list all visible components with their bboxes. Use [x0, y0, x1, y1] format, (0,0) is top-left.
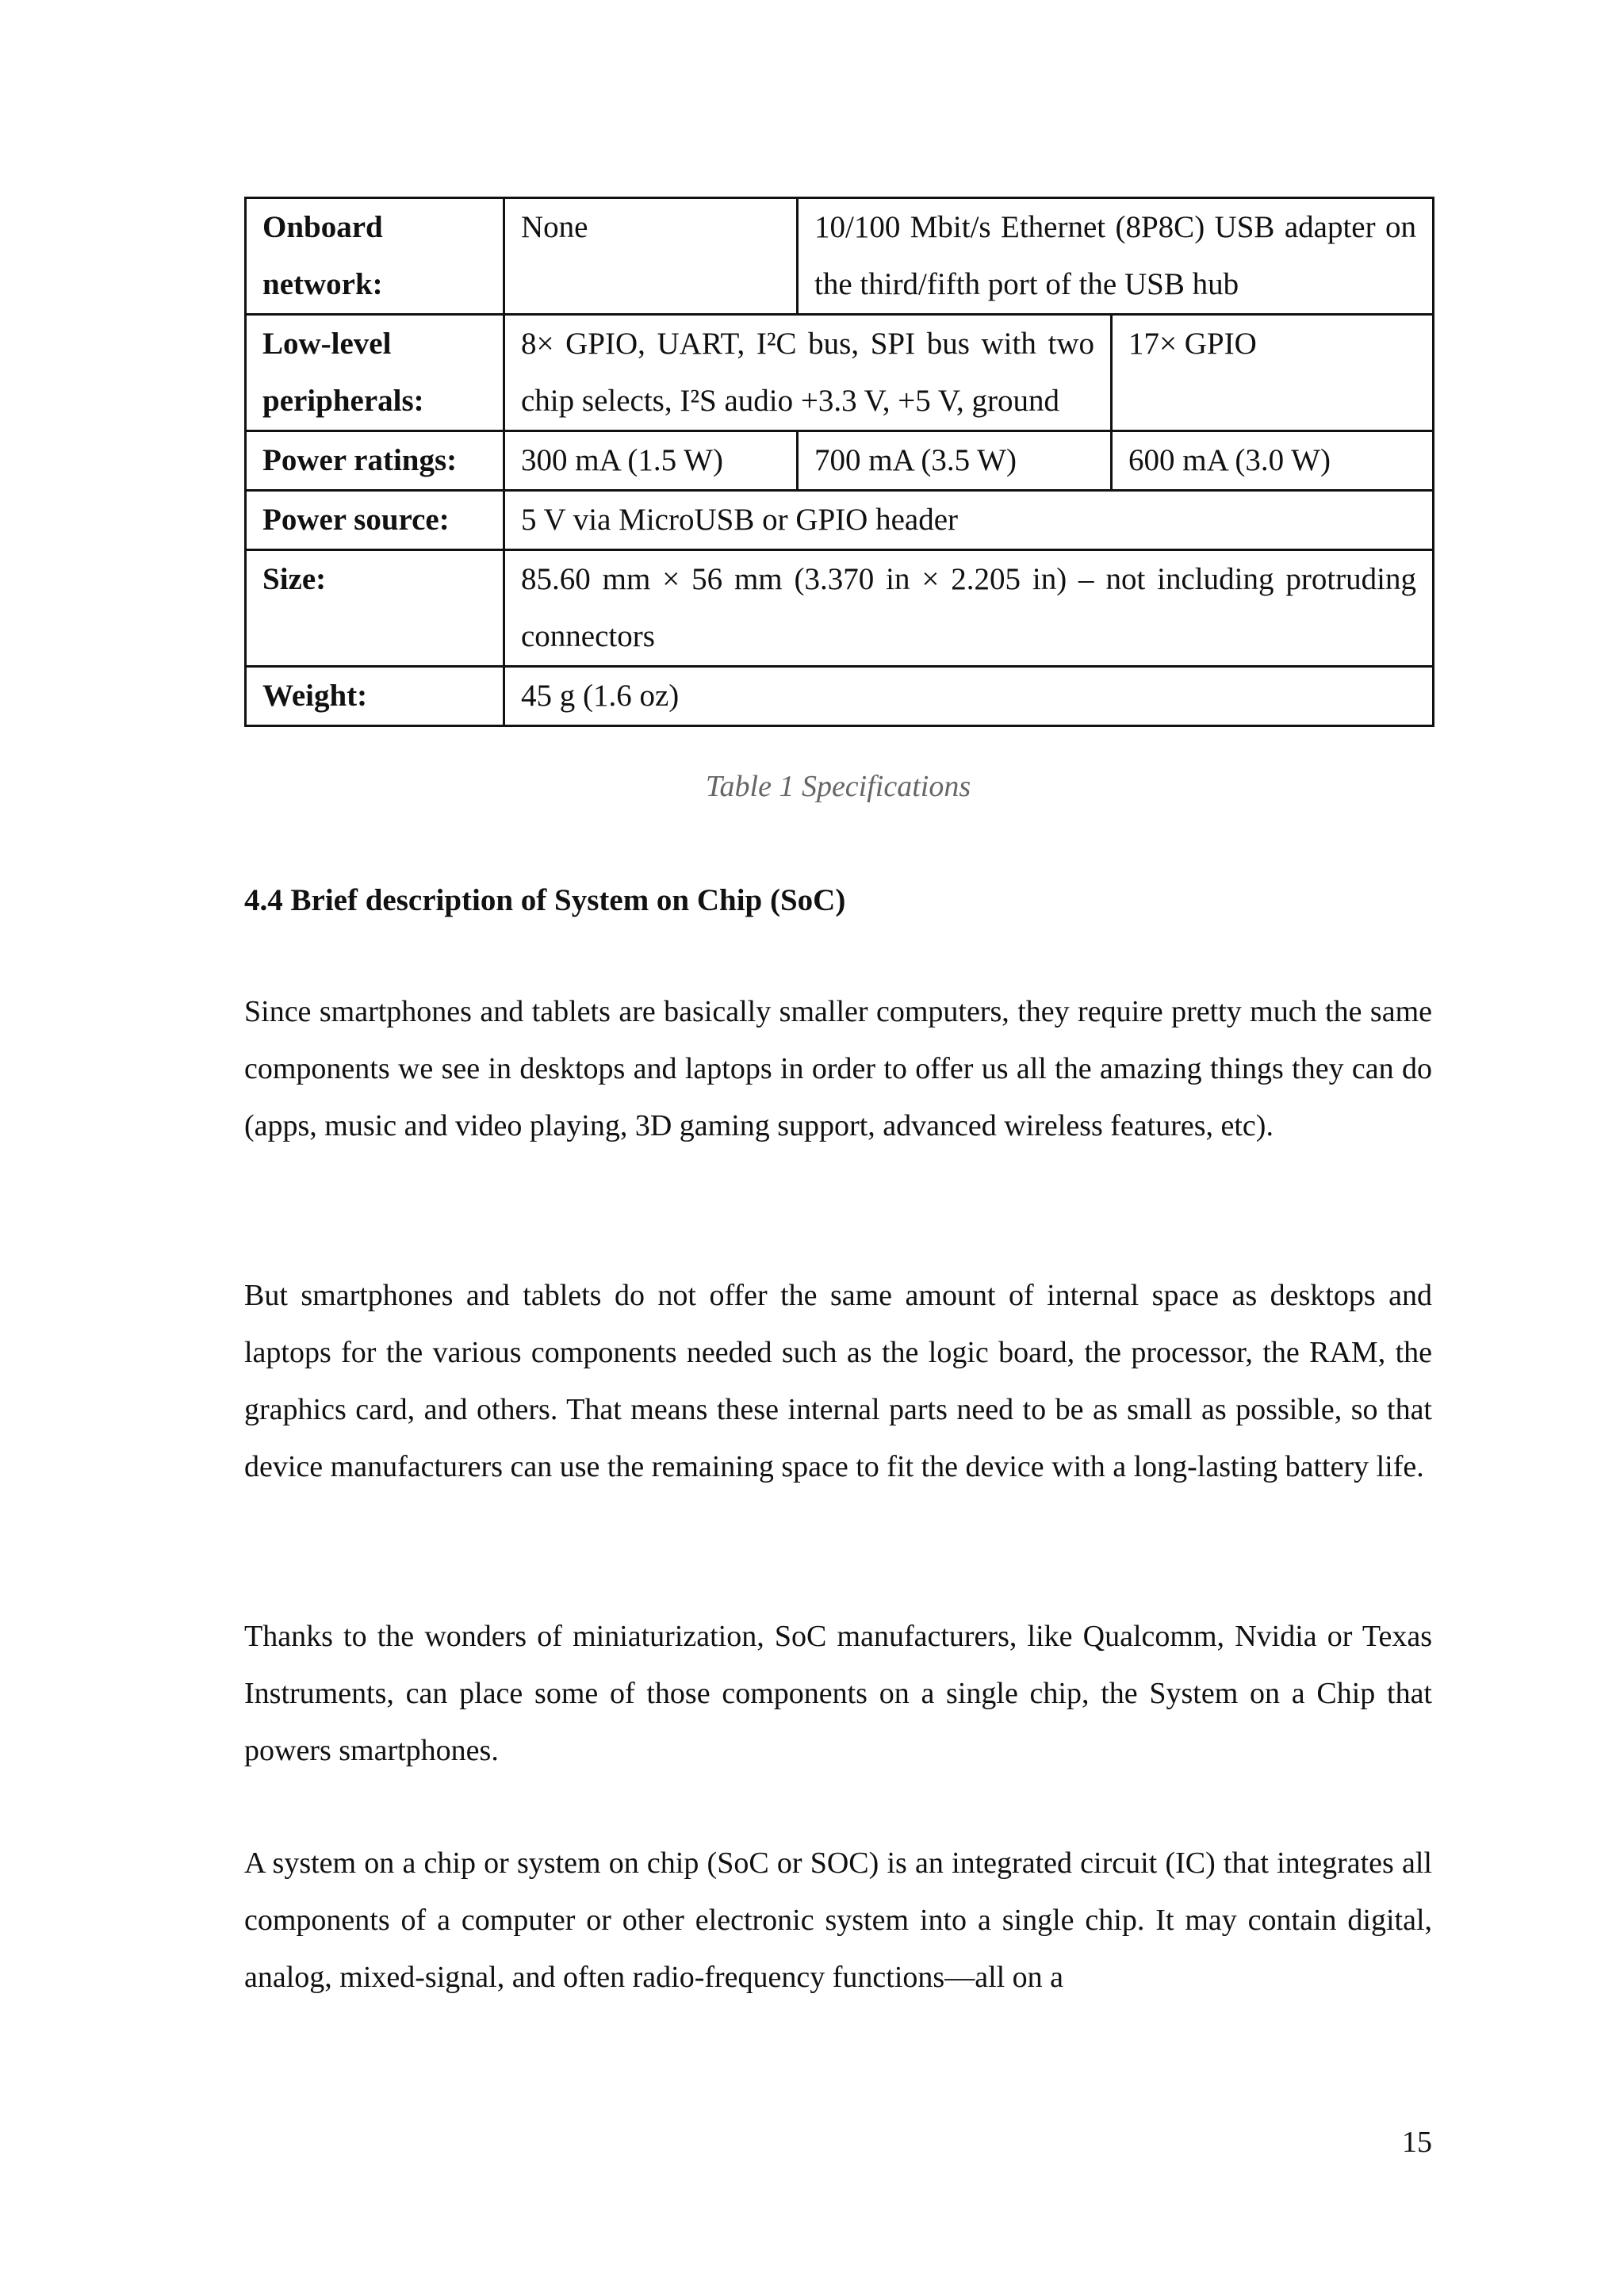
- table-row-label: Size:: [246, 550, 504, 667]
- table-cell: 17× GPIO: [1112, 315, 1434, 431]
- table-row-label: Weight:: [246, 667, 504, 726]
- table-cell: 5 V via MicroUSB or GPIO header: [504, 491, 1434, 550]
- table-cell: 8× GPIO, UART, I²C bus, SPI bus with two chip selects, I²S audio +3.3 V, +5 V, ground: [504, 315, 1112, 431]
- table-row-label: Power ratings:: [246, 431, 504, 491]
- page-number: 15: [1402, 2126, 1432, 2159]
- body-paragraph: Since smartphones and tablets are basically smaller computers, they require pretty much the same components we see in desktops and laptops in order to offer us all the amazing things they can do (apps, music and video playing, 3D gaming support, advanced wireless features, etc).: [244, 995, 1432, 1142]
- table-row: [246, 198, 1434, 315]
- table-cell: None: [504, 198, 798, 315]
- table-row: [246, 667, 1434, 726]
- section-heading: 4.4 Brief description of System on Chip (SoC): [244, 883, 846, 917]
- table-cell: 85.60 mm × 56 mm (3.370 in × 2.205 in) – not including protruding connectors: [504, 550, 1434, 667]
- table-cell: 700 mA (3.5 W): [798, 431, 1112, 491]
- body-paragraph: A system on a chip or system on chip (SoC or SOC) is an integrated circuit (IC) that integrates all components of a computer or other electronic system into a single chip. It may contain digital, analog, mixed-signal, and often radio-frequency functions—all on a: [244, 1846, 1432, 1994]
- table-row-label: Onboard network:: [246, 198, 504, 315]
- table-row: [246, 491, 1434, 550]
- table-cell: 10/100 Mbit/s Ethernet (8P8C) USB adapter on the third/fifth port of the USB hub: [798, 198, 1434, 315]
- table-cell: 300 mA (1.5 W): [504, 431, 798, 491]
- table-cell: 600 mA (3.0 W): [1112, 431, 1434, 491]
- table-row-label: Low-level peripherals:: [246, 315, 504, 431]
- specifications-table: [244, 197, 1434, 727]
- body-paragraph: But smartphones and tablets do not offer the same amount of internal space as desktops and laptops for the various components needed such as the logic board, the processor, the RAM, the graphics card, and others. That means these internal parts need to be as small as possible, so that device manufacturers can use the remaining space to fit the device with a long-lasting battery life.: [244, 1279, 1432, 1483]
- table-row: [246, 550, 1434, 667]
- table-row: [246, 431, 1434, 491]
- table-cell: 45 g (1.6 oz): [504, 667, 1434, 726]
- body-paragraph: Thanks to the wonders of miniaturization, SoC manufacturers, like Qualcomm, Nvidia or Texas Instruments, can place some of those components on a single chip, the System on a Chip that powers smartphones.: [244, 1620, 1432, 1767]
- table-row: [246, 315, 1434, 431]
- table-caption: Table 1 Specifications: [705, 770, 971, 803]
- table-row-label: Power source:: [246, 491, 504, 550]
